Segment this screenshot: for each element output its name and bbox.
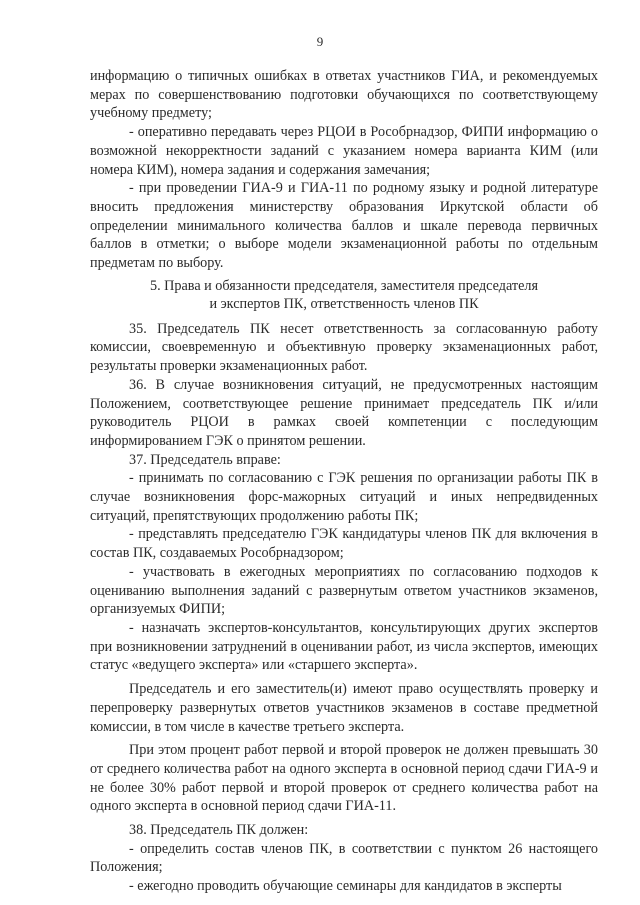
section-heading-line: и экспертов ПК, ответственность членов ПК: [209, 296, 479, 313]
page-number: 9: [316, 34, 324, 49]
paragraph: 36. В случае возникновения ситуаций, не предусмотренных настоящим Положением, соответствующее решение принимает председатель ПК и/или руководитель РЦОИ в рамках своей компетенции с последующим информированием ГЭК о принятом решении.: [90, 376, 598, 449]
paragraph: - оперативно передавать через РЦОИ в Рособрнадзор, ФИПИ информацию о возможной некорректности заданий с указанием номера варианта КИМ (или номера КИМ), номера задания и содержания замечания;: [90, 124, 598, 178]
paragraph: При этом процент работ первой и второй проверок не должен превышать 30 от среднего количества работ на одного эксперта в основной период сдачи ГИА-9 и не более 30% работ первой и второй проверок от среднего количества работ на одного эксперта в основной период сдачи ГИА-11.: [90, 742, 598, 815]
paragraph: - представлять председателю ГЭК кандидатуры членов ПК для включения в состав ПК, создаваемых Рособрнадзором;: [90, 526, 598, 562]
paragraph: - назначать экспертов-консультантов, консультирующих других экспертов при возникновении затруднений в оценивании работ, из числа экспертов, имеющих статус «ведущего эксперта» или «старшего эксперта».: [90, 619, 598, 674]
section-heading-line: 5. Права и обязанности председателя, заместителя председателя: [149, 277, 539, 294]
paragraph: - определить состав членов ПК, в соответствии с пунктом 26 настоящего Положения;: [90, 840, 598, 876]
paragraph: 35. Председатель ПК несет ответственность за согласованную работу комиссии, своевременную и объективную проверку экзаменационных работ, результаты проверки экзаменационных работ.: [90, 320, 598, 375]
paragraph: 38. Председатель ПК должен:: [129, 822, 309, 839]
paragraph: - участвовать в ежегодных мероприятиях по согласованию подходов к оцениванию выполнения заданий с развернутым ответом участников экзаменов, организуемых ФИПИ;: [90, 563, 598, 618]
paragraph: - ежегодно проводить обучающие семинары для кандидатов в эксперты: [129, 878, 562, 895]
paragraph: Председатель и его заместитель(и) имеют право осуществлять проверку и перепроверку развернутых ответов участников экзаменов в составе предметной комиссии, в том числе в качестве третьего эксперта.: [90, 681, 598, 735]
document-body: [90, 67, 598, 896]
paragraph: - принимать по согласованию с ГЭК решения по организации работы ПК в случае возникновения форс-мажорных ситуаций и иных непредвиденных ситуаций, препятствующих продолжению работы ПК;: [90, 470, 598, 524]
paragraph: - при проведении ГИА-9 и ГИА-11 по родному языку и родной литературе вносить предложения министерству образования Иркутской области об определении минимального количества баллов и шкале перевода первичных баллов в отметки; о выборе модели экзаменационной работы по отдельным предметам по выбору.: [90, 180, 598, 272]
paragraph: 37. Председатель вправе:: [129, 451, 281, 468]
section-heading: [90, 277, 598, 314]
paragraph: информацию о типичных ошибках в ответах участников ГИА, и рекомендуемых мерах по совершенствованию подготовки обучающихся по соответствующему учебному предмету;: [90, 68, 598, 122]
